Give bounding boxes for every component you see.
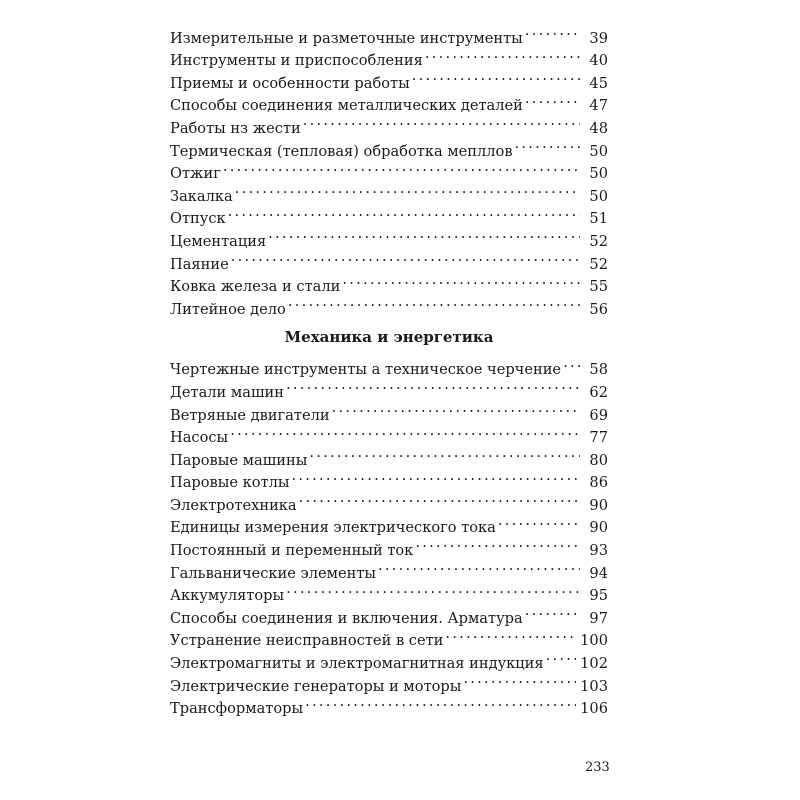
dot-leader <box>425 43 580 66</box>
toc-entry-page: 95 <box>589 587 608 605</box>
toc-entry-page: 90 <box>589 496 608 514</box>
toc-entry-title: Аккумуляторы <box>170 587 285 605</box>
toc-entry-page: 56 <box>589 300 608 318</box>
toc-entry <box>170 20 608 47</box>
toc-entry <box>170 201 608 228</box>
dot-leader <box>309 442 580 465</box>
toc-section-1 <box>170 20 608 318</box>
toc-entry-page: 50 <box>589 142 608 160</box>
toc-entry-page: 106 <box>580 700 608 718</box>
dot-leader <box>299 487 580 510</box>
toc-entry-page: 58 <box>589 361 608 379</box>
toc-entry-page: 100 <box>580 632 608 650</box>
toc-entry-page: 86 <box>589 474 608 492</box>
toc-entry <box>170 352 608 379</box>
dot-leader <box>223 156 580 179</box>
toc-entry-page: 102 <box>580 655 608 673</box>
toc-entry-page: 52 <box>589 232 608 250</box>
toc-entry-page: 80 <box>589 451 608 469</box>
toc-entry-page: 51 <box>589 210 608 228</box>
dot-leader <box>525 600 580 623</box>
toc-entry-title: Отпуск <box>170 210 226 228</box>
toc-entry-title: Способы соединения металлических деталей <box>170 97 523 115</box>
toc-entry-page: 39 <box>589 29 608 47</box>
dot-leader <box>292 465 580 488</box>
dot-leader <box>546 645 577 668</box>
dot-leader <box>378 555 580 578</box>
toc-entry-title: Работы нз жести <box>170 119 301 137</box>
toc-entry-page: 50 <box>589 187 608 205</box>
toc-entry-title: Отжиг <box>170 165 221 183</box>
toc-entry-title: Термическая (тепловая) обработка мепллов <box>170 142 513 160</box>
toc-entry <box>170 442 608 469</box>
toc-entry-page: 52 <box>589 255 608 273</box>
dot-leader <box>445 623 576 646</box>
dot-leader <box>286 374 580 397</box>
toc-entry-title: Измерительные и разметочные инструменты <box>170 29 523 47</box>
toc-entry-title: Постоянный и переменный ток <box>170 542 414 560</box>
dot-leader <box>525 88 580 111</box>
dot-leader <box>342 269 580 292</box>
toc-section-2 <box>170 352 608 718</box>
dot-leader <box>288 291 580 314</box>
toc-entry-title: Единицы измерения электрического тока <box>170 519 496 537</box>
toc-entry <box>170 156 608 183</box>
table-of-contents <box>170 20 608 718</box>
toc-entry <box>170 269 608 296</box>
toc-entry-title: Паяние <box>170 255 229 273</box>
dot-leader <box>498 510 580 533</box>
toc-entry-title: Электромагниты и электромагнитная индукция <box>170 655 544 673</box>
toc-entry-title: Паровые котлы <box>170 474 290 492</box>
toc-entry-page: 103 <box>580 677 608 695</box>
toc-entry-title: Инструменты и приспособления <box>170 52 423 70</box>
dot-leader <box>415 532 580 555</box>
toc-entry-page: 40 <box>589 52 608 70</box>
toc-entry <box>170 223 608 250</box>
toc-entry-title: Гальванические элементы <box>170 564 377 582</box>
toc-entry-page: 45 <box>589 74 608 92</box>
toc-entry-page: 93 <box>589 542 608 560</box>
dot-leader <box>231 246 580 269</box>
dot-leader <box>463 668 576 691</box>
page-number: 233 <box>585 760 610 775</box>
toc-entry-title: Электротехника <box>170 496 297 514</box>
toc-entry-title: Паровые машины <box>170 451 308 469</box>
toc-entry-page: 97 <box>589 609 608 627</box>
dot-leader <box>303 110 580 133</box>
toc-entry-page: 90 <box>589 519 608 537</box>
dot-leader <box>230 420 580 443</box>
toc-entry-page: 47 <box>589 97 608 115</box>
toc-entry-title: Устранение неисправностей в сети <box>170 632 444 650</box>
toc-entry <box>170 420 608 447</box>
toc-entry-title: Способы соединения и включения. Арматура <box>170 609 523 627</box>
dot-leader <box>235 178 580 201</box>
toc-entry-title: Приемы и особенности работы <box>170 74 410 92</box>
dot-leader <box>228 201 580 224</box>
toc-entry-page: 77 <box>589 429 608 447</box>
dot-leader <box>305 691 576 714</box>
dot-leader <box>268 223 580 246</box>
toc-entry-title: Закалка <box>170 187 233 205</box>
toc-entry-page: 55 <box>589 278 608 296</box>
toc-entry-title: Детали машин <box>170 383 284 401</box>
toc-entry <box>170 178 608 205</box>
dot-leader <box>515 133 580 156</box>
toc-entry-page: 62 <box>589 383 608 401</box>
toc-entry-title: Ветряные двигатели <box>170 406 330 424</box>
toc-entry <box>170 246 608 273</box>
toc-entry-page: 50 <box>589 165 608 183</box>
toc-entry-title: Трансформаторы <box>170 700 304 718</box>
dot-leader <box>332 397 580 420</box>
toc-entry-title: Чертежные инструменты а техническое черчение <box>170 361 562 379</box>
toc-entry-page: 48 <box>589 119 608 137</box>
dot-leader <box>412 65 580 88</box>
toc-entry-title: Литейное дело <box>170 300 286 318</box>
dot-leader <box>286 578 580 601</box>
section-heading: Механика и энергетика <box>284 327 494 346</box>
toc-entry-title: Электрические генераторы и моторы <box>170 677 462 695</box>
toc-entry-title: Насосы <box>170 429 229 447</box>
dot-leader <box>525 20 580 43</box>
toc-entry-title: Ковка железа и стали <box>170 278 341 296</box>
toc-entry-page: 94 <box>589 564 608 582</box>
toc-entry-page: 69 <box>589 406 608 424</box>
dot-leader <box>563 352 580 375</box>
toc-entry-title: Цементация <box>170 232 267 250</box>
